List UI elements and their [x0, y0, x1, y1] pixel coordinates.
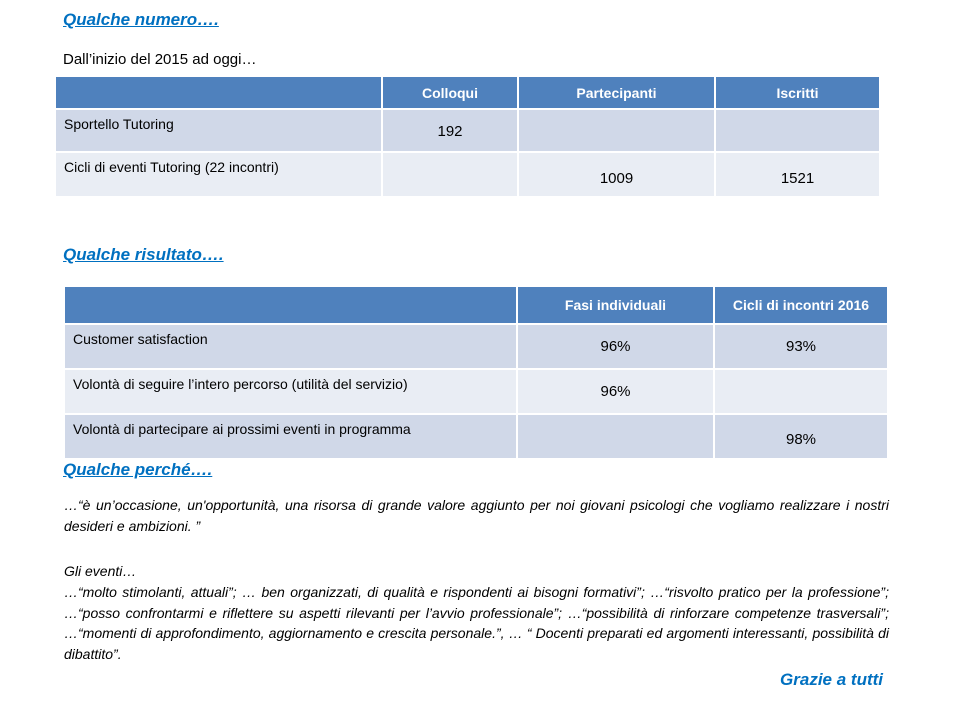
table-row	[65, 414, 888, 458]
numbers-table	[56, 77, 881, 196]
column-header-iscritti: Iscritti	[715, 77, 880, 109]
cell-colloqui: 192	[382, 109, 518, 152]
column-header-cicli-incontri: Cicli di incontri 2016	[714, 287, 888, 324]
section-heading-numeri: Qualche numero….	[63, 10, 219, 29]
events-feedback-quote: …“molto stimolanti, attuali”; … ben organizzati, di qualità e rispondenti ai bisogni formativi”; …“risvolto pratico per la professione”; …“posso confrontarmi e riflettere su aspetti rilevanti per l’avvio professionale”; …“possibilità di rinforzare competenze trasversali”; …“momenti di approfondimento, aggiornamento e crescita personale.”, … “ Docenti preparati ed argomenti interessanti, possibilità di dibattito”.	[64, 584, 889, 662]
closing-thanks: Grazie a tutti	[780, 670, 883, 689]
cell-cicli: 93%	[714, 324, 888, 369]
table-row	[65, 369, 888, 414]
cell-cicli: 98%	[714, 414, 888, 458]
cell-fasi: 96%	[517, 369, 714, 414]
row-label: Volontà di seguire l’intero percorso (utilità del servizio)	[65, 369, 517, 414]
column-header-empty	[65, 287, 517, 324]
table-header-row	[65, 287, 888, 324]
cell-partecipanti	[518, 109, 715, 152]
results-table	[65, 287, 889, 458]
cell-iscritti: 1521	[715, 152, 880, 196]
row-label: Customer satisfaction	[65, 324, 517, 369]
cell-fasi: 96%	[517, 324, 714, 369]
column-header-partecipanti: Partecipanti	[518, 77, 715, 109]
table-row	[56, 109, 880, 152]
events-intro: Gli eventi…	[64, 563, 137, 579]
testimonial-quote: …“è un’occasione, un'opportunità, una risorsa di grande valore aggiunto per noi giovani psicologi che vogliamo realizzare i nostri desideri e ambizioni. ”	[64, 497, 889, 534]
cell-colloqui	[382, 152, 518, 196]
row-label: Volontà di partecipare ai prossimi eventi in programma	[65, 414, 517, 458]
row-label: Cicli di eventi Tutoring (22 incontri)	[56, 152, 382, 196]
column-header-empty	[56, 77, 382, 109]
table-row	[56, 152, 880, 196]
section-subtitle: Dall’inizio del 2015 ad oggi…	[63, 51, 257, 68]
section-heading-perche: Qualche perché….	[63, 460, 213, 479]
cell-iscritti	[715, 109, 880, 152]
column-header-colloqui: Colloqui	[382, 77, 518, 109]
row-label: Sportello Tutoring	[56, 109, 382, 152]
cell-partecipanti: 1009	[518, 152, 715, 196]
cell-fasi	[517, 414, 714, 458]
cell-cicli	[714, 369, 888, 414]
section-heading-risultati: Qualche risultato….	[63, 245, 224, 264]
table-row	[65, 324, 888, 369]
table-header-row	[56, 77, 880, 109]
column-header-fasi-individuali: Fasi individuali	[517, 287, 714, 324]
